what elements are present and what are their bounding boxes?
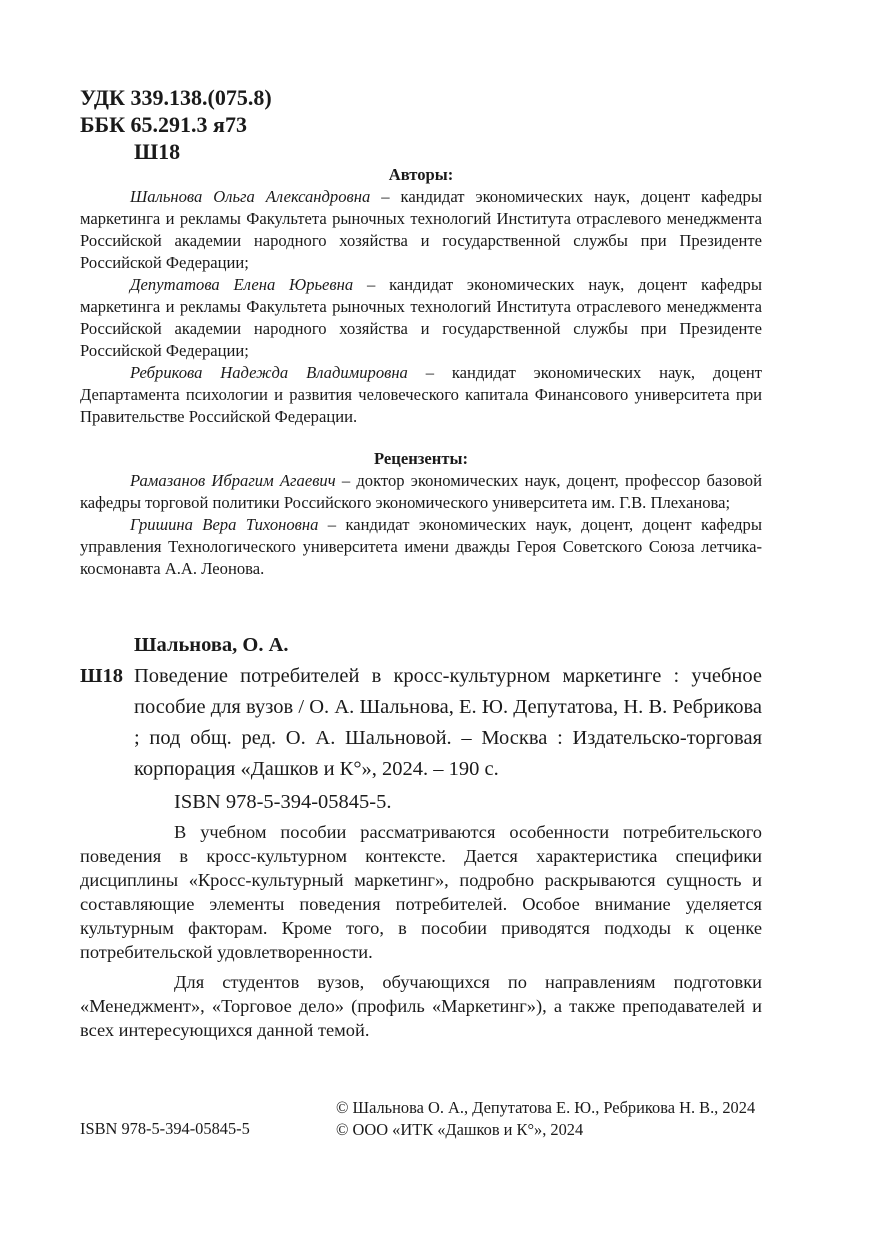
copyright-block: [336, 1097, 755, 1141]
abstract: [80, 820, 762, 1042]
author-mark: Ш18: [134, 139, 181, 164]
authors-section: [80, 164, 762, 428]
author-name: Депутатова Елена Юрьевна: [130, 275, 354, 294]
author-description: – кандидат экономических наук, доцент кафедры маркетинга и рекламы Факультета рыночных технологий Института отраслевого менеджмента Российской академии народного хозяйства и государственной службы при Президенте Российской Федерации;: [80, 275, 762, 360]
reviewer-name: Рамазанов Ибрагим Агаевич: [130, 471, 336, 490]
bibliographic-record: [80, 630, 762, 818]
biblio-isbn: ISBN 978-5-394-05845-5.: [174, 791, 392, 813]
reviewer-entry: [80, 514, 762, 580]
authors-heading: Авторы:: [388, 165, 454, 184]
author-description: – кандидат экономических наук, доцент Департамента психологии и развития человеческого капитала Финансового университета при Правительстве Российской Федерации.: [80, 363, 763, 426]
author-name: Ребрикова Надежда Владимировна: [130, 363, 408, 382]
biblio-description: Поведение потребителей в кросс-культурном маркетинге : учебное пособие для вузов / О. А. Шальнова, Е. Ю. Депутатова, Н. В. Ребрикова ; под общ. ред. О. А. Шальновой. – Москва : Издательско-торговая корпорация «Дашков и К°», 2024. – 190 с.: [134, 665, 762, 780]
reviewers-section: [80, 448, 762, 580]
footer-isbn: ISBN 978-5-394-05845-5: [80, 1119, 250, 1138]
bbk-code: ББК 65.291.3 я73: [80, 112, 247, 137]
udk-code: УДК 339.138.(075.8): [80, 85, 272, 110]
biblio-author: Шальнова, О. А.: [134, 634, 289, 656]
abstract-paragraph: В учебном пособии рассматриваются особенности потребительского поведения в кросс-культурном контексте. Дается характеристика специфики дисциплины «Кросс-культурный маркетинг», подробно раскрываются сущность и составляющие элементы поведения потребителей. Особое внимание уделяется культурным факторам. Кроме того, в пособии приводятся подходы к оценке потребительской удовлетворенности.: [80, 822, 762, 962]
biblio-mark: Ш18: [80, 665, 124, 687]
audience-paragraph: Для студентов вузов, обучающихся по направлениям подготовки «Менеджмент», «Торговое дело» (профиль «Маркетинг»), а также преподавателей и всех интересующихся данной темой.: [80, 972, 762, 1040]
reviewer-description: – кандидат экономических наук, доцент, доцент кафедры управления Технологического университета имени дважды Героя Советского Союза летчика-космонавта А.А. Леонова.: [80, 515, 762, 578]
copyright-authors: © Шальнова О. А., Депутатова Е. Ю., Ребрикова Н. В., 2024: [336, 1098, 756, 1117]
reviewer-name: Гришина Вера Тихоновна: [130, 515, 319, 534]
author-entry: [80, 362, 762, 428]
author-entry: [80, 186, 762, 274]
author-description: – кандидат экономических наук, доцент кафедры маркетинга и рекламы Факультета рыночных технологий Института отраслевого менеджмента Российской академии народного хозяйства и государственной службы при Президенте Российской Федерации;: [80, 187, 763, 272]
author-name: Шальнова Ольга Александровна: [130, 187, 371, 206]
reviewers-heading: Рецензенты:: [374, 449, 468, 468]
classification-codes: [80, 84, 272, 165]
reviewer-entry: [80, 470, 762, 514]
author-entry: [80, 274, 762, 362]
reviewer-description: – доктор экономических наук, доцент, профессор базовой кафедры торговой политики Российского экономического университета им. Г.В. Плеханова;: [80, 471, 762, 512]
copyright-publisher: © ООО «ИТК «Дашков и К°», 2024: [336, 1120, 584, 1139]
biblio-row: [80, 661, 762, 785]
